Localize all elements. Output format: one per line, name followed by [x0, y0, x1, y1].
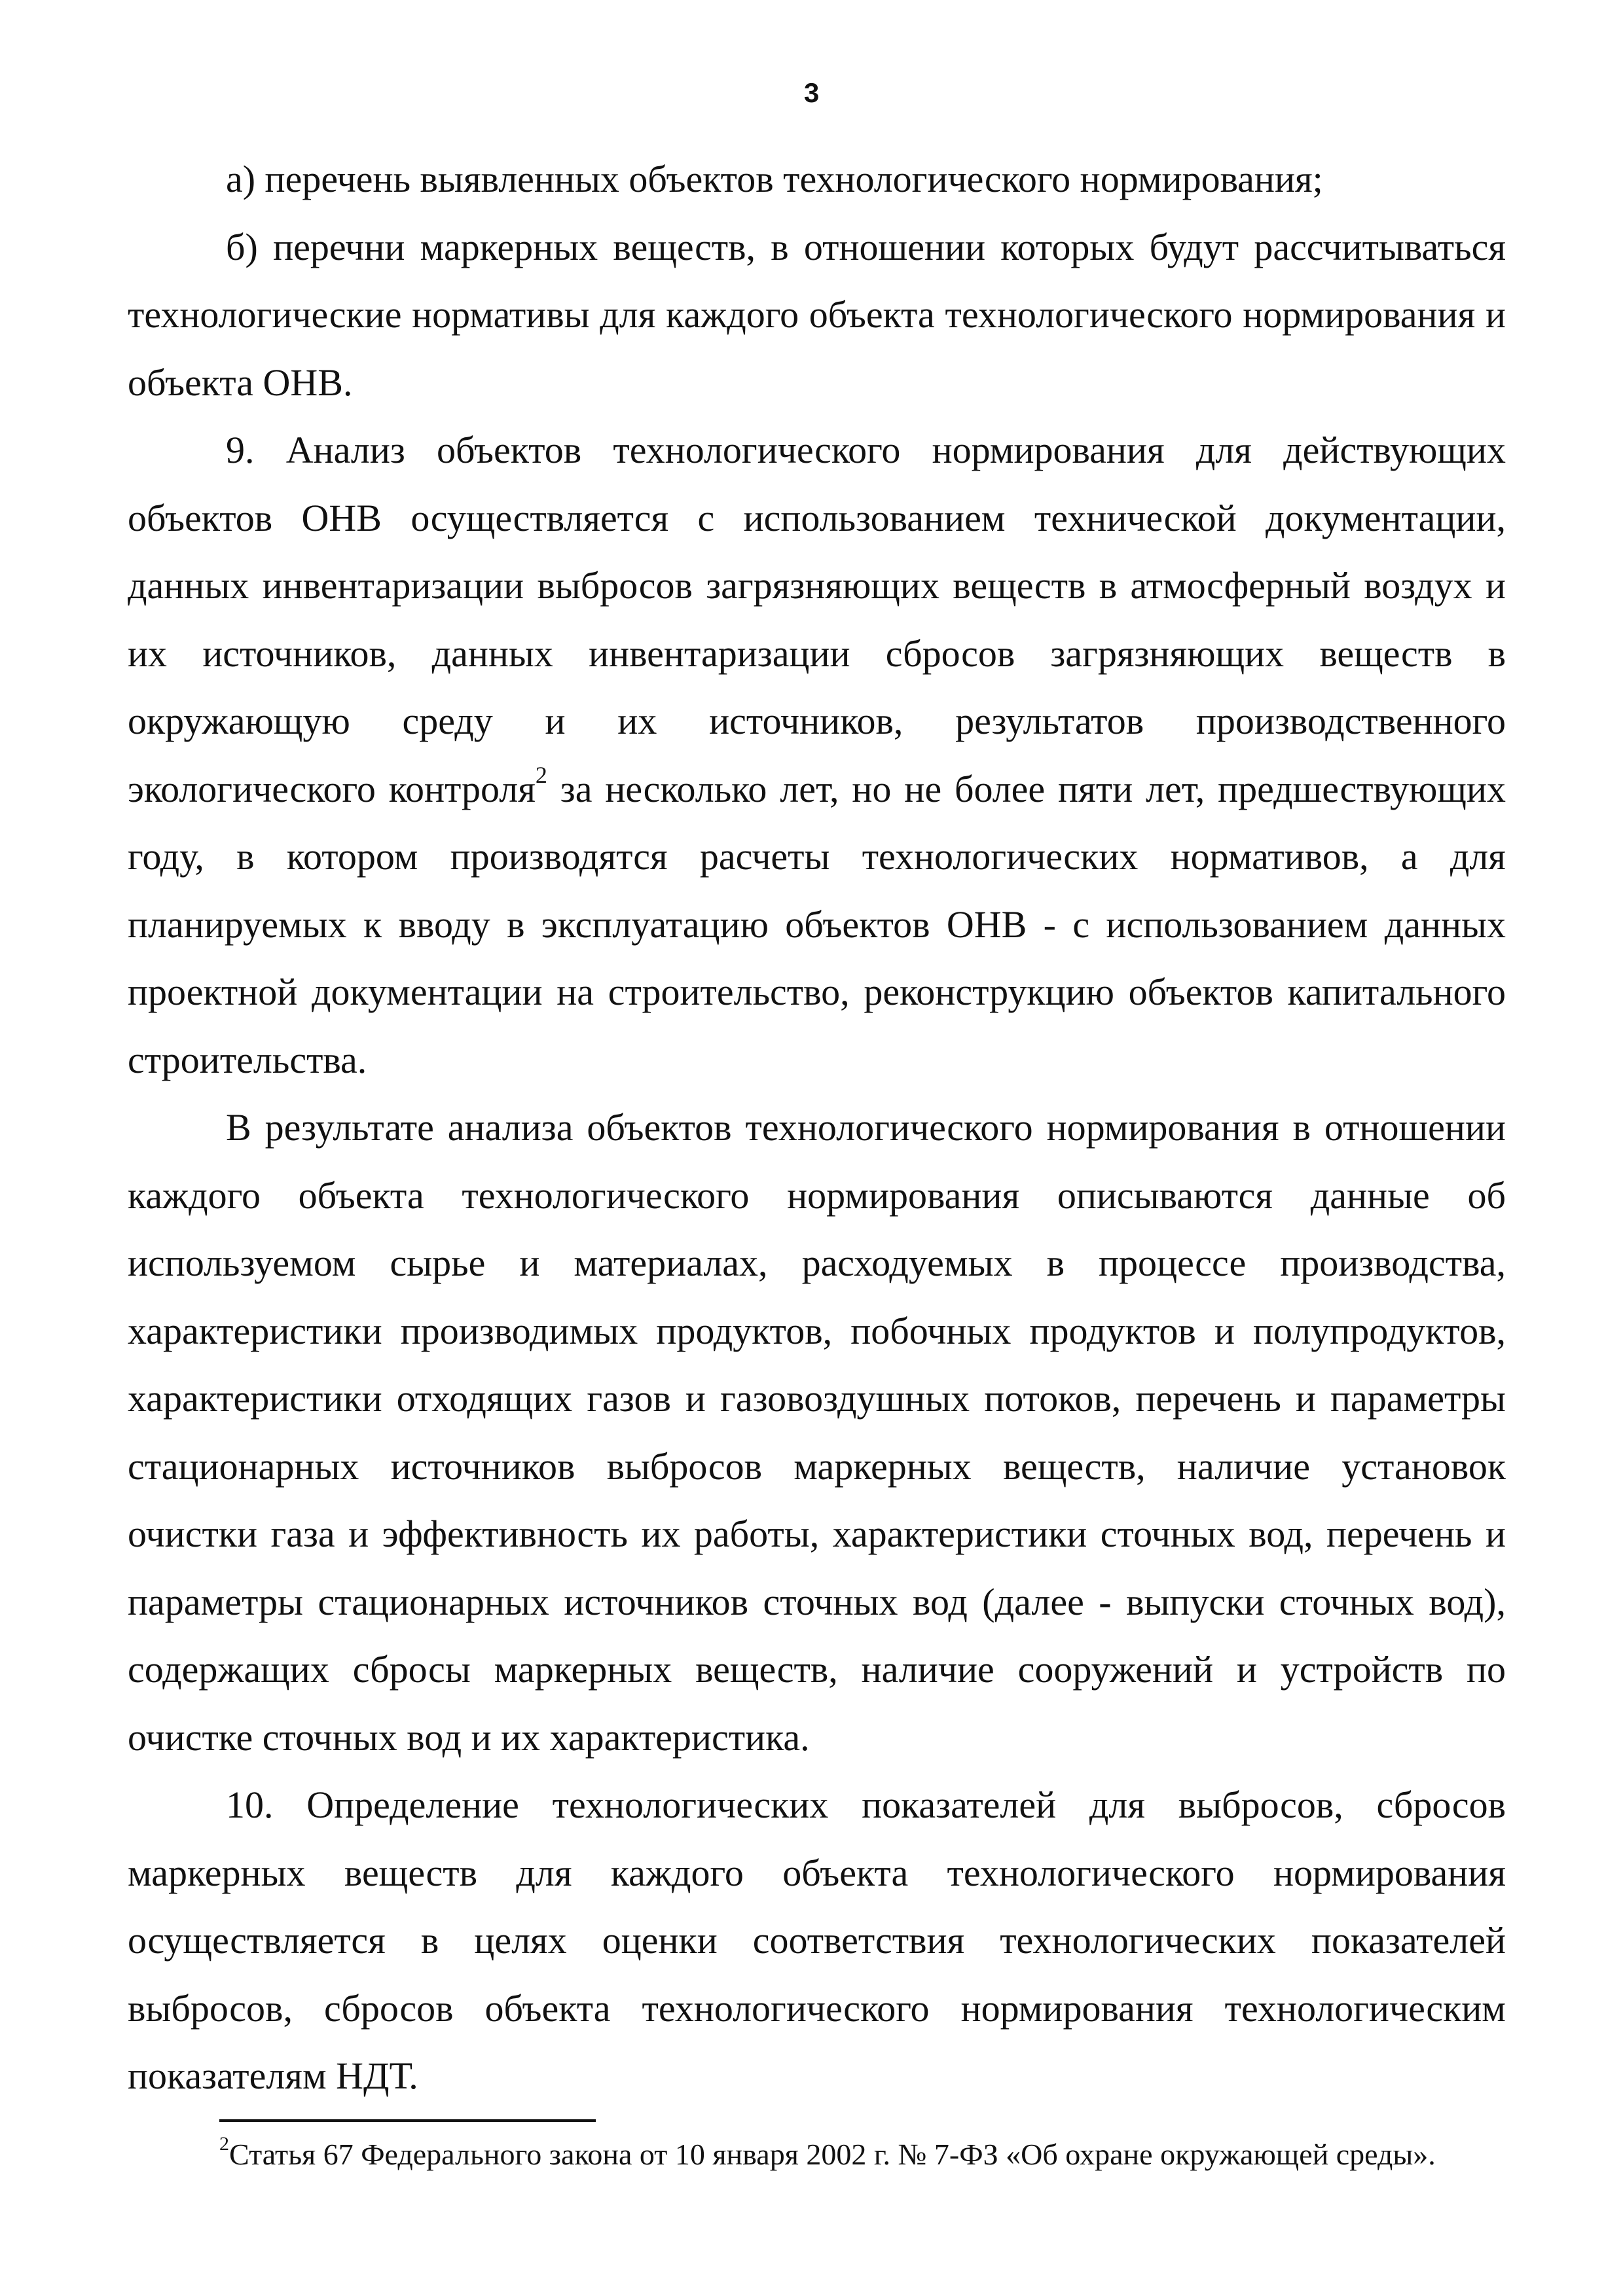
footnote [128, 2132, 1506, 2174]
paragraph-9-text: 9. Анализ объектов технологического нормирования для действующих объектов ОНВ осуществляется с использованием технической документации, данных инвентаризации выбросов загрязняющих веществ в атмосферный воздух и их источников, данных инвентаризации сбросов загрязняющих веществ в окружающую среду и их источников, результатов производственного экологического контроля [128, 429, 1506, 810]
paragraph-analysis-result: В результате анализа объектов технологического нормирования в отношении каждого объекта технологического нормирования описываются данные об используемом сырье и материалах, расходуемых в процессе производства, характеристики производимых продуктов, побочных продуктов и полупродуктов, характеристики отходящих газов и газовоздушных потоков, перечень и параметры стационарных источников выбросов маркерных веществ, наличие установок очистки газа и эффективность их работы, характеристики сточных вод, перечень и параметры стационарных источников сточных вод (далее - выпуски сточных вод), содержащих сбросы маркерных веществ, наличие сооружений и устройств по очистке сточных вод и их характеристика. [128, 1106, 1506, 1759]
footnote-divider [219, 2119, 596, 2122]
page-number: 3 [803, 77, 820, 108]
paragraph-9 [128, 416, 1506, 1094]
paragraph-item-b: б) перечни маркерных веществ, в отношении которых будут рассчитываться технологические нормативы для каждого объекта технологического нормирования и объекта ОНВ. [128, 225, 1506, 404]
footnote-reference: 2 [535, 762, 547, 789]
paragraph-item-a: а) перечень выявленных объектов технологического нормирования; [226, 158, 1323, 200]
document-body [128, 145, 1506, 2110]
paragraph-10: 10. Определение технологических показателей для выбросов, сбросов маркерных веществ для каждого объекта технологического нормирования осуществляется в целях оценки соответствия технологических показателей выбросов, сбросов объекта технологического нормирования технологическим показателям НДТ. [128, 1784, 1506, 2097]
footnote-text: Статья 67 Федерального закона от 10 января 2002 г. № 7-ФЗ «Об охране окружающей среды». [229, 2138, 1436, 2171]
footnote-marker: 2 [219, 2132, 229, 2155]
paragraph-9-continuation: за несколько лет, но не более пяти лет, предшествующих году, в котором производятся расчеты технологических нормативов, а для планируемых к вводу в эксплуатацию объектов ОНВ - с использованием данных проектной документации на строительство, реконструкцию объектов капитального строительства. [128, 767, 1506, 1081]
